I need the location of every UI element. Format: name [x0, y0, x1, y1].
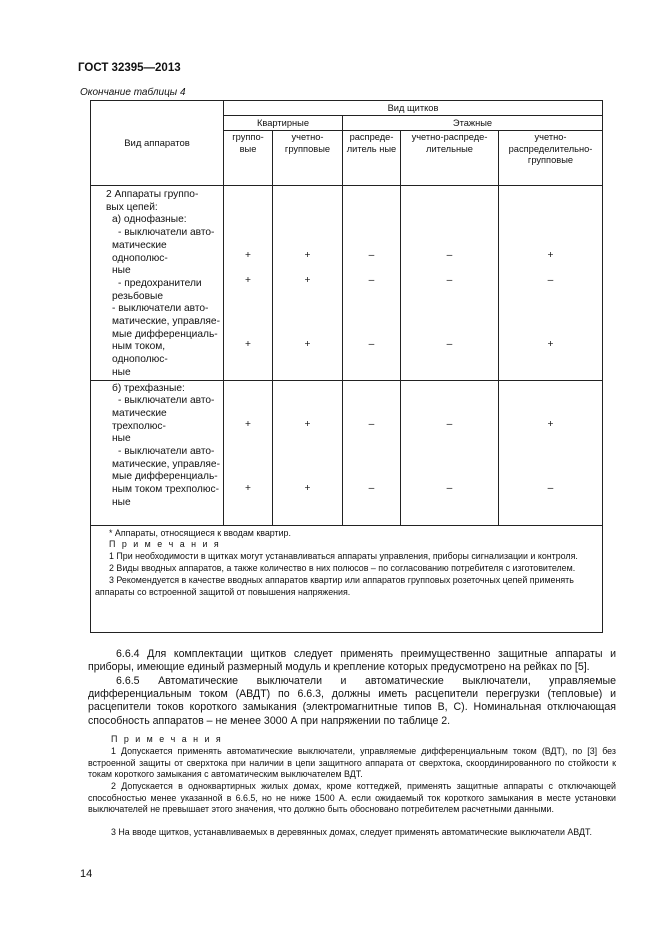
document-code: ГОСТ 32395—2013 [78, 62, 181, 74]
paragraph-6-6-5: 6.6.5 Автоматические выключатели и автоматические выключатели, управляемые дифференциальным током (АВДТ) по 6.6.3, должны иметь расцепители перегрузки (тепловые) и расцепители токов короткого замыкания (электромагнитные типов В, С). Номинальная отключающая способность аппаратов – не менее 3000 А при напряжении по таблице 2. [88, 675, 616, 727]
marks-col-4 [401, 380, 499, 525]
mark: – [547, 482, 554, 494]
table-footnote: * Аппараты, относящиеся к вводам квартир. [109, 527, 291, 538]
mark: + [547, 339, 554, 350]
col-head-panel-type: Вид щитков [224, 101, 603, 116]
sub-head: учетно- распределительно- групповые [499, 131, 603, 186]
marks-col-5 [499, 380, 603, 525]
mark: + [304, 339, 311, 350]
device-table [90, 100, 603, 633]
mark: – [368, 339, 375, 350]
mark: + [304, 482, 311, 494]
table-note: 1 При необходимости в щитках могут устанавливаться аппараты управления, приборы сигнализации и контроля. [109, 551, 578, 562]
mark: – [547, 275, 554, 286]
sub-head: учетно- групповые [273, 131, 343, 186]
mark: + [304, 275, 311, 286]
section-three-phase: б) трехфазные: - выключатели авто- матические трехполюс- ные - выключатели авто- матические, управляе- мые дифференциаль- ным током трехполюс- ные [91, 380, 224, 525]
page-number: 14 [80, 868, 93, 880]
sub-head: распреде- литель ные [343, 131, 401, 186]
mark: + [245, 275, 251, 286]
table-caption: Окончание таблицы 4 [80, 87, 186, 98]
marks-col-1 [224, 380, 273, 525]
marks-col-3 [343, 186, 401, 381]
marks-col-2 [273, 186, 343, 381]
section-single-phase: 2 Аппараты группо- вых цепей: а) однофазные: - выключатели авто- матические однополюс- ные - предохранители резьбовые - выключатели авто- матические, управляе- мые дифференциаль- ным током, однополюс- ные [91, 186, 224, 381]
note-1: 1 Допускается применять автоматические выключатели, управляемые дифференциальным током (ВДТ), по [3] без встроенной защиты от сверхтока при наличии в цепи защитного аппарата от сверхтока, скоординированного по стойкости к токам короткого замыкания с автоматическим выключателем ВДТ. [88, 746, 616, 780]
mark: + [304, 418, 311, 430]
mark: + [304, 250, 311, 261]
mark: + [245, 339, 251, 350]
table-note: 2 Виды вводных аппаратов, а также количество в них полюсов – по согласованию потребителя с изготовителем. [109, 562, 576, 573]
paragraph-6-6-4: 6.6.4 Для комплектации щитков следует применять преимущественно защитные аппараты и приборы, имеющие единый размерный модуль и крепление которых предусмотрено на рейках по [5]. [88, 648, 616, 674]
notes-heading: П р и м е ч а н и я [111, 734, 223, 744]
group-head-floor: Этажные [343, 116, 603, 131]
mark: – [368, 418, 375, 430]
marks-col-5 [499, 186, 603, 381]
marks-col-1 [224, 186, 273, 381]
mark: + [245, 482, 251, 494]
mark: + [547, 418, 554, 430]
note-2: 2 Допускается в одноквартирных жилых домах, кроме коттеджей, применять защитные аппараты с отключающей способностью менее указанной в 6.6.5, но не ниже 1500 А. если ожидаемый ток короткого замыкания в месте установки выключателей не превышает этого значения, что должно быть обосновано потребителем расчетными данными. [88, 781, 616, 815]
mark: – [446, 482, 453, 494]
mark: – [446, 418, 453, 430]
mark: + [245, 418, 251, 430]
mark: + [547, 250, 554, 261]
marks-col-2 [273, 380, 343, 525]
mark: – [368, 275, 375, 286]
mark: – [446, 250, 453, 261]
table-note: 3 Рекомендуется в качестве вводных аппаратов квартир или аппаратов групповых розеточных цепей применять аппараты со встроенной защитой от повышения напряжения. [95, 574, 574, 597]
mark: – [368, 482, 375, 494]
group-head-apartment: Квартирные [224, 116, 343, 131]
sub-head: группо- вые [224, 131, 273, 186]
table-notes [91, 525, 603, 632]
mark: – [368, 250, 375, 261]
marks-col-3 [343, 380, 401, 525]
sub-head: учетно-распреде- лительные [401, 131, 499, 186]
table-notes-heading: П р и м е ч а н и я [109, 539, 221, 550]
note-3: 3 На вводе щитков, устанавливаемых в деревянных домах, следует применять автоматические выключатели АВДТ. [111, 827, 592, 837]
mark: + [245, 250, 251, 261]
col-head-device-type: Вид аппаратов [91, 101, 224, 186]
mark: – [446, 275, 453, 286]
mark: – [446, 339, 453, 350]
marks-col-4 [401, 186, 499, 381]
